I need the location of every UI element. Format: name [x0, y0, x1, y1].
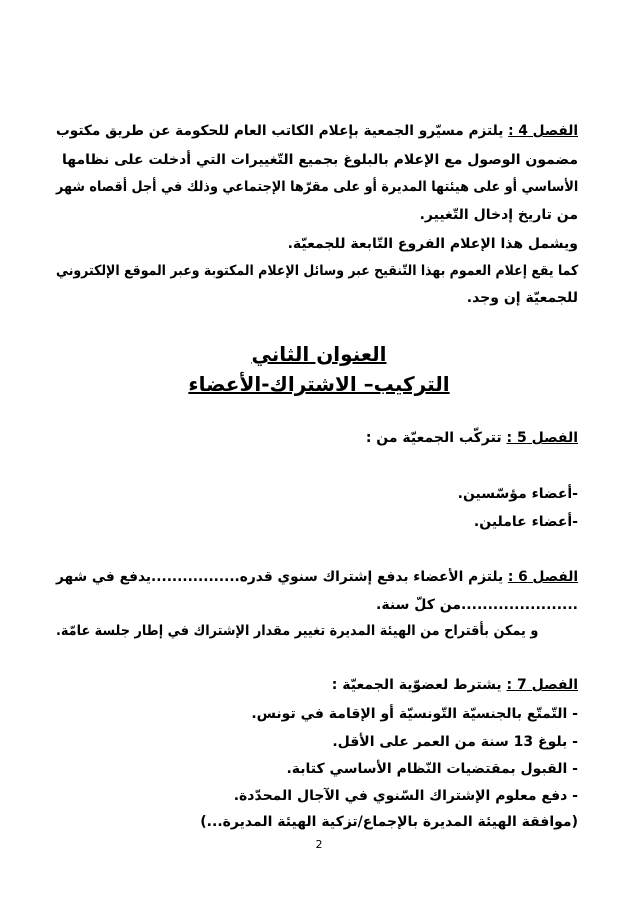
sec5-item-1: -أعضاء مؤسّسين. — [457, 486, 578, 502]
sec4-line-5: ويشمل هذا الإعلام الفروع التّابعة للجمعيّة. — [287, 236, 578, 252]
sec6-line-2: ......................من كلّ سنة. — [376, 597, 578, 613]
sec7-condition-1: - التّمتّع بالجنسيّة التّونسيّة أو الإقامة في تونس. — [251, 706, 578, 722]
sec4-label: الفصل 4 : — [508, 123, 578, 139]
sec5-label: الفصل 5 : — [506, 430, 578, 446]
sec6-line-1-text: يلتزم الأعضاء بدفع إشتراك سنوي قدره.................يدفع في شهر — [55, 569, 504, 585]
sec7-line — [332, 676, 578, 694]
sec7-condition-4: - دفع معلوم الإشتراك السّنوي في الآجال المحدّدة. — [233, 788, 578, 804]
sec5-item-2: -أعضاء عاملين. — [473, 514, 578, 530]
page-number: 2 — [315, 838, 323, 851]
chapter-subtitle: التركيب– الاشتراك-الأعضاء — [188, 372, 450, 396]
sec4-line-1-text: يلتزم مسيّرو الجمعية بإعلام الكاتب العام للحكومة عن طريق مكتوب — [55, 123, 504, 139]
chapter-title: العنوان الثاني — [251, 342, 387, 366]
sec7-condition-2: - بلوغ 13 سنة من العمر على الأقل. — [332, 734, 578, 750]
sec6-label: الفصل 6 : — [507, 569, 578, 585]
sec6-line-1 — [56, 568, 578, 586]
sec4-line-3: الأساسي أو على هيئتها المديرة أو على مقرّها الإجتماعي وذلك في أجل أقصاه شهر — [55, 179, 578, 195]
sec7-condition-3: - القبول بمقتضيات النّظام الأساسي كتابة. — [286, 761, 578, 777]
sec4-line-7: للجمعيّة إن وجد. — [466, 290, 578, 306]
sec4-line-2: مضمون الوصول مع الإعلام بالبلوغ بجميع التّغييرات التي أدخلت على نظامها — [61, 152, 578, 168]
sec5-text: تتركّب الجمعيّة من : — [365, 430, 502, 446]
sec6-line-3: و يمكن بأقتراح من الهيئة المديرة تغيير مقدار الإشتراك في إطار جلسة عامّة. — [55, 623, 538, 639]
sec7-text: يشترط لعضوّية الجمعيّة : — [331, 677, 502, 693]
sec7-label: الفصل 7 : — [506, 677, 578, 693]
sec4-line-4: من تاريخ إدخال التّغيير. — [419, 207, 578, 223]
sec7-condition-5: (موافقة الهيئة المديرة بالإجماع/تزكية الهيئة المديرة...) — [200, 814, 578, 830]
sec4-line-1 — [56, 122, 578, 140]
sec4-line-6: كما يقع إعلام العموم بهذا التّنقيح عبر وسائل الإعلام المكتوبة وعبر الموقع الإلكتروني — [55, 263, 578, 279]
sec5-line — [366, 429, 578, 447]
